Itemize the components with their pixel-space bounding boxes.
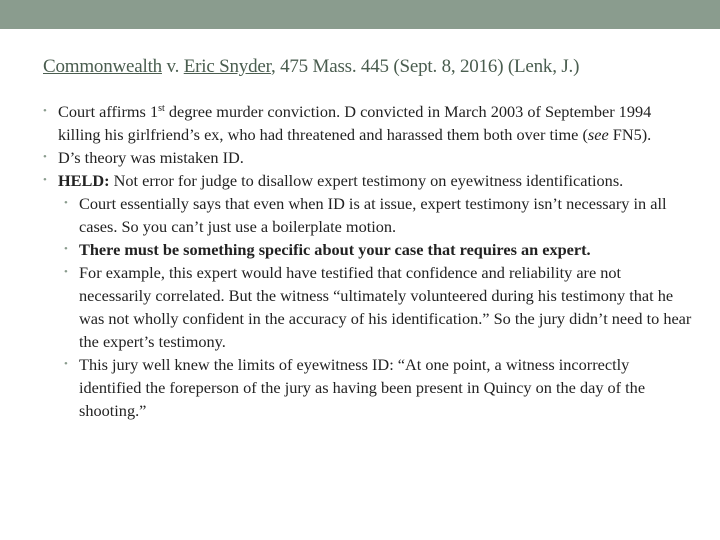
sub-bullet-text: For example, this expert would have testified that confidence and reliability are not necessarily correlated. But the witness “ultimately volunteered during his testimony that he was not wholly confident in the accuracy of his identification.” So the jury didn’t need to hear the expert’s testimony. [79, 263, 692, 351]
bullet-superscript: st [158, 103, 165, 114]
bullet-theory [43, 146, 693, 169]
bullet-italic: see [587, 125, 609, 144]
held-label: HELD: [58, 171, 110, 190]
bullet-text: FN5). [608, 125, 652, 144]
slide-title [43, 56, 579, 78]
sub-bullet-jury [64, 353, 693, 422]
bullet-dot-icon: • [64, 266, 68, 278]
sub-bullet-example [64, 261, 693, 353]
slide-body [43, 100, 693, 422]
title-v: v. [161, 56, 184, 77]
bullet-dot-icon: • [64, 197, 68, 209]
sub-bullet-text: There must be something specific about your case that requires an expert. [79, 240, 591, 259]
title-defendant: Eric Snyder [183, 56, 271, 77]
sub-bullet-essentially [64, 192, 693, 238]
bullet-dot-icon: • [43, 151, 47, 163]
bullet-text: D’s theory was mistaken ID. [58, 148, 244, 167]
bullet-text: Court affirms 1 [58, 102, 159, 121]
bullet-text: Not error for judge to disallow expert testimony on eyewitness identifications. [109, 171, 624, 190]
top-color-band [0, 0, 720, 29]
bullet-dot-icon: • [64, 243, 68, 255]
sub-bullet-text: Court essentially says that even when ID is at issue, expert testimony isn’t necessary in all cases. So you can’t just use a boilerplate motion. [79, 194, 667, 236]
bullet-dot-icon: • [43, 105, 47, 117]
sub-bullet-text: This jury well knew the limits of eyewitness ID: “At one point, a witness incorrectly identified the foreperson of the jury as having been present in Quincy on the day of the shooting.” [79, 355, 646, 420]
sub-bullet-specific [64, 238, 693, 261]
bullet-dot-icon: • [43, 174, 47, 186]
bullet-text: degree murder conviction. D convicted in March 2003 of September 1994 killing his girlfriend’s ex, who had threatened and harassed them both over time ( [58, 102, 652, 144]
title-citation: , 475 Mass. 445 (Sept. 8, 2016) (Lenk, J.) [270, 56, 580, 77]
title-case-name: Commonwealth [43, 56, 162, 77]
bullet-dot-icon: • [64, 358, 68, 370]
bullet-conviction [43, 100, 693, 146]
bullet-held [43, 169, 693, 192]
